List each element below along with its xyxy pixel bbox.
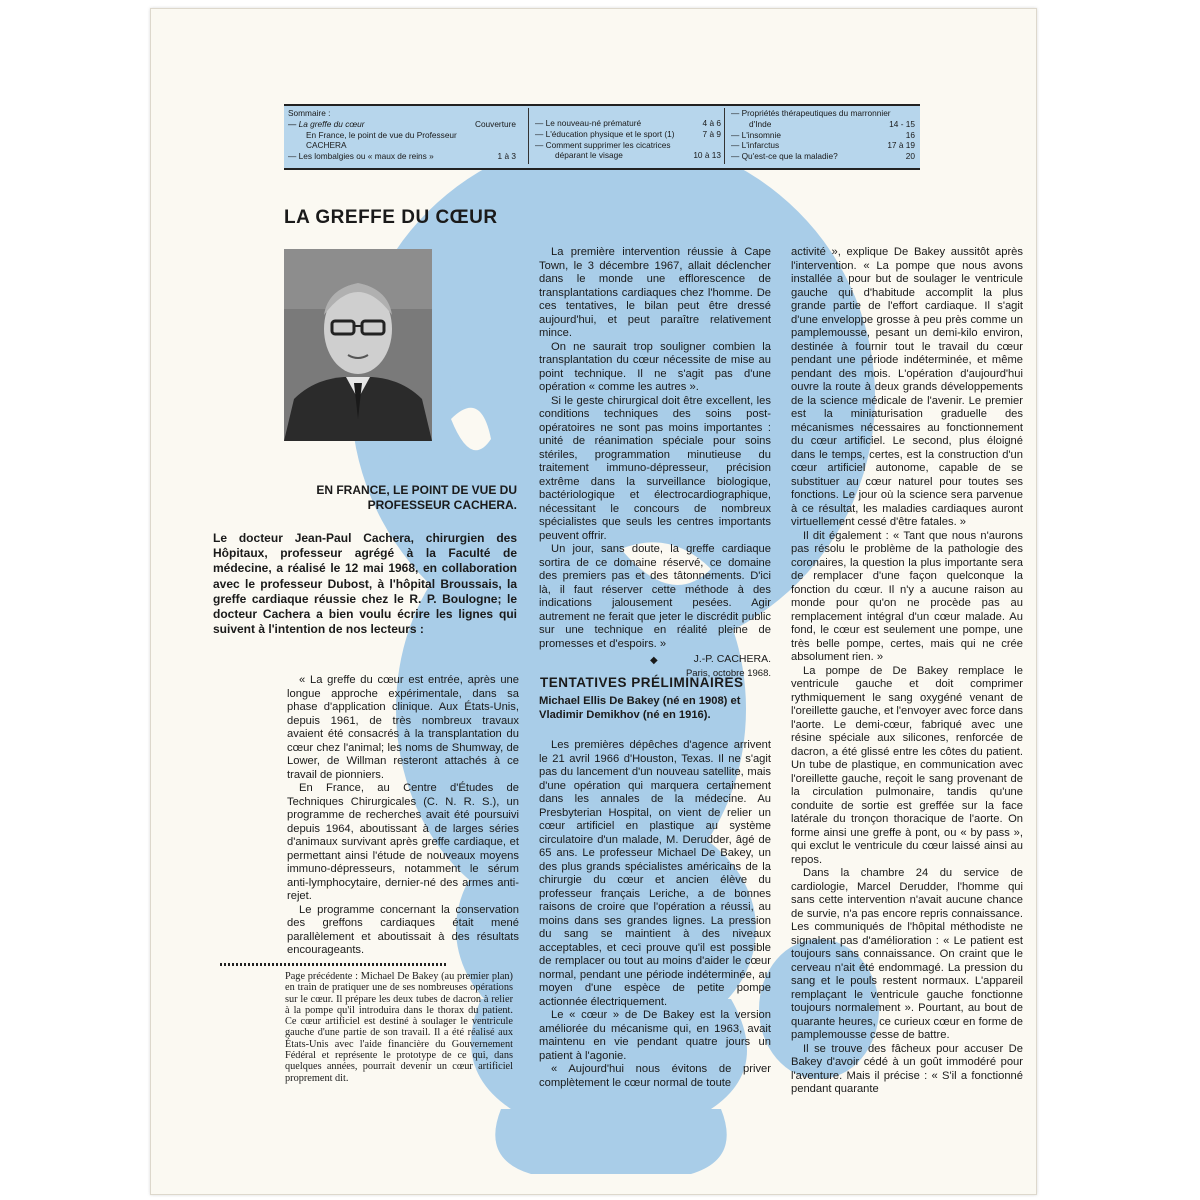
toc-column-3 (724, 108, 915, 164)
toc-entry: — L'éducation physique et le sport (1) 7 à 9 (535, 128, 721, 139)
paragraph: « La greffe du cœur est entrée, après une longue approche expérimentale, dans sa phase d'application clinique. Aux États-Unis, depuis 1961, de très nombreux travaux avaient été consacrés à la transplantation du cœur chez l'animal; les noms de Shumway, de Lower, de Willman resteront attachés à ce travail de pionniers. (287, 674, 519, 781)
paragraph: Le programme concernant la conservation des greffons cardiaques était mené parallèlement et aboutissait à des résultats encourageants. (287, 903, 519, 956)
toc-entry: — L'infarctus 17 à 19 (731, 140, 915, 151)
toc-entry: — La greffe du cœur Couverture (288, 118, 516, 129)
toc-entry: d'Inde 14 - 15 (749, 118, 915, 129)
signature: J.-P. CACHERA. (693, 653, 771, 665)
toc-entry: — L'insomnie 16 (731, 129, 915, 140)
toc-entry: — Propriétés thérapeutiques du marronnier (731, 108, 891, 118)
paragraph: Les premières dépêches d'agence arrivent le 21 avril 1966 d'Houston, Texas. Il ne s'agit pas du lancement d'un nouveau satellite, mais d'une opération qui marquera certainement dans les annales de la médecine. Au Presbyterian Hospital, on vient de relier un cœur artificiel en plastique au système circulatoire d'un malade, M. Derudder, âgé de 65 ans. Le professeur Michael De Bakey, un des plus grands spécialistes américains de la chirurgie du cœur et ancien élève du professeur français Leriche, a de bonnes raisons de croire que l'opération a réussi, au moins dans ses grandes lignes. La pression du sang se maintient à des niveaux acceptables, et ceci prouve qu'il est possible de remplacer ou tout au moins d'aider le cœur normal, pendant une période indéterminée, au moyen d'une espèce de petite pompe actionnée électriquement. (539, 739, 771, 1008)
toc-entry: — Les lombalgies ou « maux de reins » 1 à 3 (288, 151, 516, 162)
paragraph: Un jour, sans doute, la greffe cardiaque sortira de ce domaine réservé, ce domaine des premiers pas et des tâtonnements. D'ici là, il faut réserver cette méthode à des indications jalousement pesées. Agir autrement ne ferait que jeter le discrédit public sur une technique en réalité pleine de promesses et d'espoirs. » (539, 543, 771, 650)
magazine-page (150, 8, 1037, 1195)
toc-column-1 (288, 108, 516, 162)
dotted-divider (220, 963, 446, 966)
intro-paragraph: Le docteur Jean-Paul Cachera, chirurgien des Hôpitaux, professeur agrégé à la Faculté de médecine, a réalisé le 12 mai 1968, en collaboration avec le professeur Dubost, à l'hôpital Broussais, la greffe cardiaque réussie chez le R. P. Boulogne; le docteur Cachera a bien voulu écrire les lignes qui suivent à l'intention de nos lecteurs : (213, 531, 517, 637)
toc-heading: Sommaire : (288, 108, 331, 118)
toc-entry: — Qu'est-ce que la maladie? 20 (731, 151, 915, 162)
section-subheading: EN FRANCE, LE POINT DE VUE DU PROFESSEUR CACHERA. (316, 483, 517, 512)
photo-caption: Page précédente : Michael De Bakey (au premier plan) en train de pratiquer une de ses nombreuses opérations sur le cœur. Il prépare les deux tubes de dacron à relier à la pompe qu'il introduira dans le thorax du patient. Ce cœur artificiel est destiné à soulager le ventricule gauche d'une partie de son travail. Il a été réalisé aux États-Unis avec l'aide financière du Gouvernement Fédéral et représente le prototype de ce qui, dans quelques années, pourrait devenir un cœur artificiel proprement dit. (285, 971, 513, 1084)
bios-line: Michael Ellis De Bakey (né en 1908) et Vladimir Demikhov (né en 1916). (539, 695, 741, 721)
column-3-body (791, 246, 1023, 1097)
column-2-body (539, 246, 771, 680)
toc-entry: CACHERA (306, 140, 347, 151)
paragraph: activité », explique De Bakey aussitôt après l'intervention. « La pompe que nous avons installée a pour but de soulager le ventricule gauche qui d'habitude accomplit la plus grande partie de l'effort cardiaque. Il s'agit d'une enveloppe grosse à peu près comme un pamplemousse, pesant un demi-kilo environ, destinée à fournir tout le travail du cœur pendant une période indéterminée, et même pendant des mois. L'opération d'aujourd'hui ouvre la route à deux grands développements de la science médicale de l'avenir. Le premier est la miniaturisation graduelle des mécanismes nécessaires au fonctionnement du cœur artificiel. Le second, plus éloigné dans le temps, certes, est la construction d'un cœur artificiel autonome, capable de se substituer au cœur naturel pour toutes ses fonctions. Le jour où la science sera parvenue à ce résultat, les maladies cardiaques auront virtuellement cessé d'être fatales. » (791, 246, 1023, 528)
section-title-tentatives: TENTATIVES PRÉLIMINAIRES (540, 675, 744, 690)
portrait-photo (284, 249, 432, 441)
paragraph: Dans la chambre 24 du service de cardiologie, Marcel Derudder, l'homme qui sans cette intervention n'avait aucune chance de survie, n'a pas encore repris connaissance. Les communiqués de l'hôpital méthodiste ne signalent pas d'amélioration : « Le patient est toujours sans connaissance. On craint que le cerveau n'ait été endommagé. La pression du sang et le pouls restent normaux. L'appareil remplaçant le ventricule gauche fonctionne toujours normalement ». Pourtant, au bout de quarante heures, ce curieux cœur en forme de pamplemousse cesse de battre. (791, 867, 1023, 1041)
paragraph: La pompe de De Bakey remplace le ventricule gauche et doit comprimer rythmiquement le sang oxygéné venant de l'oreillette gauche, et l'envoyer avec force dans l'aorte. Le demi-cœur, fabriqué avec une résine spéciale aux silicones, renforcée de dacron, a été glissé entre les côtes du patient. Un tube de plastique, en communication avec l'oreillette gauche, reçoit le sang provenant de la circulation pulmonaire, tandis qu'une conduite de sortie est greffée sur la face latérale du tronçon thoracique de l'aorte. On forme ainsi une greffe à pont, ou « by pass », qui exclut le ventricule du cœur laissé ainsi au repos. (791, 664, 1023, 866)
article-title: LA GREFFE DU CŒUR (284, 207, 498, 228)
table-of-contents (284, 104, 920, 170)
paragraph: La première intervention réussie à Cape Town, le 3 décembre 1967, allait déclencher dans le monde une efflorescence de transplantations cardiaques chez l'homme. De ces tentatives, le bilan peut être dressé aujourd'hui, et peut paraître relativement mince. (539, 246, 771, 339)
paragraph: En France, au Centre d'Études de Techniques Chirurgicales (C. N. R. S.), un programme de recherches avait été poursuivi depuis 1964, aboutissant à de larges séries d'animaux survivant après greffe cardiaque, et permettant ainsi l'étude de nouveaux moyens immuno-dépresseurs, notamment le sérum anti-lymphocytaire, dernier-né des armes anti-rejet. (287, 782, 519, 902)
toc-entry: déparant le visage 10 à 13 (555, 150, 721, 161)
toc-entry: En France, le point de vue du Professeur (306, 129, 457, 140)
paragraph: Si le geste chirurgical doit être excellent, les conditions techniques des soins post-opératoires ne sont pas moins importantes : unité de réanimation spéciale pour soins stériles, programmation minutieuse du traitement immuno-dépresseur, précision extrême dans la surveillance biologique, bactériologique et électrocardiographique, nécessitant le concours de nombreux spécialistes que seuls les centres importants peuvent offrir. (539, 394, 771, 542)
paragraph: Le « cœur » de De Bakey est la version améliorée du mécanisme qui, en 1963, avait maintenu en vie pendant quatre jours un patient à l'agonie. (539, 1009, 771, 1062)
toc-entry: — Comment supprimer les cicatrices (535, 139, 671, 150)
paragraph: Il se trouve des fâcheux pour accuser De Bakey d'avoir cédé à un goût immodéré pour l'aventure. Mais il précise : « S'il a fonctionné pendant quarante (791, 1042, 1023, 1095)
toc-column-2 (528, 108, 721, 164)
column-1-body (287, 674, 519, 958)
paragraph: Il dit également : « Tant que nous n'aurons pas résolu le problème de la pathologie des coronaires, la question la plus importante sera de remplacer d'une façon quelconque la fonction du cœur. Il n'y a aucune raison au monde pour qu'on ne procède pas au remplacement intégral d'un cœur malade. Au fond, le cœur est seulement une pompe, une très belle pompe, certes, mais qui ne crée absolument rien. » (791, 529, 1023, 663)
paragraph: On ne saurait trop souligner combien la transplantation du cœur nécessite de mise au point technique. Il ne s'agit pas d'une opération « comme les autres ». (539, 340, 771, 393)
toc-entry: — Le nouveau-né prématuré 4 à 6 (535, 118, 721, 128)
signature-place-date: Paris, octobre 1968. (685, 667, 771, 679)
column-2b-body (539, 739, 771, 1090)
diamond-separator-icon: ◆ (650, 655, 658, 666)
paragraph: « Aujourd'hui nous évitons de priver complètement le cœur normal de toute (539, 1063, 771, 1089)
